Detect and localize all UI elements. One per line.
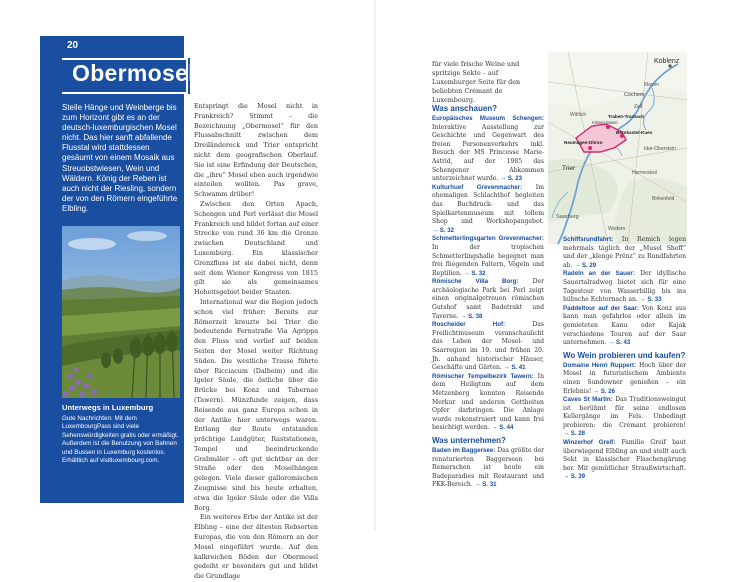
map-label: Hermeskeil	[632, 170, 658, 176]
region-map	[548, 52, 687, 244]
list-item	[432, 115, 544, 184]
entry-text: In der tropischen Schmetterlingshalle begegnet man frei fliegenden Faltern, Vögeln und Reptilien.	[432, 243, 544, 277]
entry-text: Hoch über der Mosel in futuristischem Ambiente einen Sundowner genießen – ein Erlebnis!	[563, 361, 686, 395]
map-label: Birkenfeld	[652, 196, 675, 202]
page-reference: → S. 33	[637, 296, 662, 304]
page-number: 20	[67, 40, 79, 51]
map-label: Idar-Oberstein	[644, 146, 676, 152]
entry-title: Kulturhuef Grevenmacher:	[432, 183, 523, 191]
section-heading: Was unternehmen?	[432, 435, 506, 445]
info-box-text: Gute Nachrichten: Mit dem LuxembourgPass sind viele Sehenswürdigkeiten gratis oder ermäßigt. Außerdem ist die Benutzung von Bahnen und Bussen in Luxemburg kostenlos. Erhältlich auf visitluxembourg.com.	[62, 415, 179, 465]
list-item	[563, 439, 686, 482]
list-item	[432, 235, 544, 278]
entry-title: Caves St Martin:	[563, 396, 613, 404]
page-reference: → S. 32	[432, 226, 455, 234]
page-reference: → S. 39	[563, 473, 586, 481]
map-label: Traben-Trarbach	[608, 114, 644, 119]
entry-title: Radeln an der Sauer:	[563, 270, 635, 278]
tips-column-right	[563, 236, 686, 482]
entry-text: Das Freilichtmuseum veranschaulicht das Leben der Mosel- und Saarregion im 19. und frühen 20. Jh. anhand historischer Häuser, Geschäfte und Gärten.	[432, 321, 544, 372]
page-reference: → S. 38	[458, 312, 483, 320]
entry-text: Das größte der renaturierten Baggerseen bei Remerschen ist heute ein Badeparadies mit Restaurant und FKK-Bereich.	[432, 446, 544, 489]
map-label: Saarburg	[556, 214, 579, 220]
page-reference: → S. 28	[563, 430, 586, 438]
list-item	[563, 396, 686, 439]
intro-text: Steile Hänge und Weinberge bis zum Horizont gibt es an der deutsch-luxemburgischen Mosel nicht. Das hier sanft abfallende Flusstal wird stattdessen gesäumt von einem Mosaik aus Streuobstwiesen, Wein und Wäldern. König der Reben ist auch nicht der Riesling, sondern der von den Römern eingeführte Elbling.	[62, 103, 178, 213]
map-label: Wadern	[608, 226, 626, 232]
page-reference: → S. 26	[591, 387, 615, 395]
entry-title: Paddeltour auf der Saar:	[563, 304, 639, 312]
section-heading: Wo Wein probieren und kaufen?	[563, 350, 686, 360]
entry-title: Schiffsrundfahrt:	[563, 236, 614, 243]
map-label: Koblenz	[654, 58, 680, 65]
map-label: Cochem	[624, 92, 645, 98]
list-item	[563, 236, 686, 270]
entry-title: Europäisches Museum Schengen:	[432, 115, 544, 122]
entry-text: Der idyllische Sauertalradweg bietet sich für eine Tagestour von Wasserbillig bis ins hübsche Echternach an.	[563, 270, 686, 304]
section-heading: Was anschauen?	[432, 104, 498, 113]
entry-text: Familie Greif baut überwiegend Elbling an und stellt auch Sekt in klassischer Flaschengärung her. Mit gemütlicher Straußwirtschaft.	[563, 439, 686, 472]
list-item	[563, 305, 686, 348]
entry-text: In Remich legen mehrmals täglich der „Musel Sheff“ und der „klenge Prënz“ zu Rundfahrten ab.	[563, 236, 686, 269]
entry-text: Der archäologische Park bei Perl zeigt einen originalgetreuen römischen Gutshof samt Badetrakt und Taverne.	[432, 278, 545, 320]
entry-text: Das Traditionsweingut ist berühmt für seine endlosen Kellergänge im Fels. Unbedingt probieren: die Crémant probieren!	[563, 396, 686, 429]
map-label: Kleiner Mosel	[592, 120, 618, 125]
map-label: Trier	[562, 165, 576, 172]
entry-title: Winzerhof Greif:	[563, 439, 616, 447]
list-item	[432, 184, 544, 236]
vineyard-photo	[62, 226, 180, 398]
entry-title: Roscheider Hof:	[432, 321, 506, 329]
page-reference: → S. 31	[472, 481, 497, 489]
page-title: Obermosel	[72, 60, 195, 86]
list-item	[432, 321, 544, 373]
body-paragraph: Entspringt die Mosel nicht in Frankreich? Stimmt – die Bezeichnung „Obermosel“ für den Flussabschnitt zwischen dem Dreiländereck und Trier entspricht nicht dem geografischen Oberlauf. Sie ist eine Erfindung der Deutschen, die „ihre“ Mosel eben auch irgendwie einteilen wollten. Pas grave, Schwamm drüber!	[194, 102, 318, 199]
entry-text: Von Konz aus kann man gefahrlos oder allein im gemieteten Kanu oder Kajak verschiedene Touren auf der Saar unternehmen.	[563, 304, 686, 347]
page-reference: → S. 23	[498, 175, 523, 183]
list-item	[432, 447, 544, 490]
page-reference: → S. 32	[461, 269, 486, 277]
list-item	[432, 373, 544, 433]
page-reference: → S. 44	[489, 424, 514, 432]
list-item	[432, 278, 544, 321]
continued-text: für viele frische Weine und spritzige Sekte – auf Luxemburger Seite für den beliebten Crémant de Luxembourg.	[432, 60, 521, 104]
page-reference: → S. 41	[501, 364, 526, 372]
body-paragraph: International war die Region jedoch schon viel früher: Bereits zur Römerzeit kreuzte bei Trier die bedeutende Fernstraße Via Agrippa den Fluss und verlief auf beiden Seiten der Mosel weiter Richtung Süden. Die westliche Trasse führte über Ricciacum (Dalheim) und die Igeler Säule, die östliche über die Brücke bei Konz und Tabernae (Tawern). Münzfunde zeigen, dass Reisende aus ganz Europa schon in der Antike hier unterwegs waren. Entlang der Route entstanden prächtige Landgüter, Raststationen, Tempel und beeindruckende Grabmäler – oft gut sichtbar an der Straße oder den Moselhängen gelegen. Viele dieser galloromischen Zeugnisse sind bis heute erhalten, etwa die Igeler Säule oder die Villa Borg.	[194, 297, 318, 512]
map-label: Neumagen-Dhron	[564, 140, 603, 145]
main-body-text	[194, 102, 318, 582]
map-label: Mayen	[644, 82, 660, 88]
map-label: Wittlich	[570, 112, 587, 118]
body-paragraph: Ein weiteres Erbe der Antike ist der Elbling – eine der ältesten Rebsorten Europas, die von den Römern an der Mosel eingeführt wurde. Auf den kalkreichen Böden der Obermosel gedeiht er besonders gut und bildet die Grundlage	[194, 513, 318, 581]
entry-title: Baden im Baggersee:	[432, 446, 496, 454]
entry-text: Im ehemaligen Schlachthof begleiten das Buchdruck- und das Spielkartenmuseum mit tollem Shop und Workshopangebot.	[432, 183, 544, 226]
list-item	[563, 362, 686, 396]
body-paragraph: Zwischen den Orten Apach, Schengen und Perl verlässt die Mosel Frankreich und bildet fortan auf einer Strecke von rund 36 km die Grenze zwischen Deutschland und Luxemburg. Ein klassischer Grenzfluss ist sie dabei nicht, denn seit dem Wiener Kongress von 1815 gilt sie als gemeinsames Hoheitsgebiet beider Staaten.	[194, 199, 318, 297]
list-item	[563, 270, 686, 304]
page-reference: → S. 29	[572, 261, 597, 269]
map-label: Zell	[634, 104, 643, 110]
entry-text: In dem Heiligtum auf dem Metzenberg konnten Reisende Merkur und anderen Gottheiten Opfer darbringen. Die Anlage wurde rekonstruiert und kann frei besichtigt werden.	[432, 372, 544, 432]
tips-column-left	[432, 103, 544, 490]
entry-title: Schmetterlingsgarten Grevenmacher:	[432, 235, 544, 243]
entry-title: Domaine Henri Ruppert:	[563, 361, 637, 369]
entry-text: Interaktive Ausstellung zur Geschichte und Gegenwart des freien Personenverkehrs inkl. Besuch der MS Princesse Marie-Astrid, auf der 1985 das Schengener Abkommen unterzeichnet wurde.	[432, 123, 544, 183]
page-reference: → S. 43	[606, 339, 631, 347]
info-box-title: Unterwegs in Luxemburg	[62, 403, 154, 412]
entry-title: Römische Villa Borg:	[432, 278, 519, 286]
entry-title: Römischer Tempelbezirk Tawern:	[432, 372, 534, 380]
map-label: Bernkastel-Kues	[616, 130, 653, 135]
